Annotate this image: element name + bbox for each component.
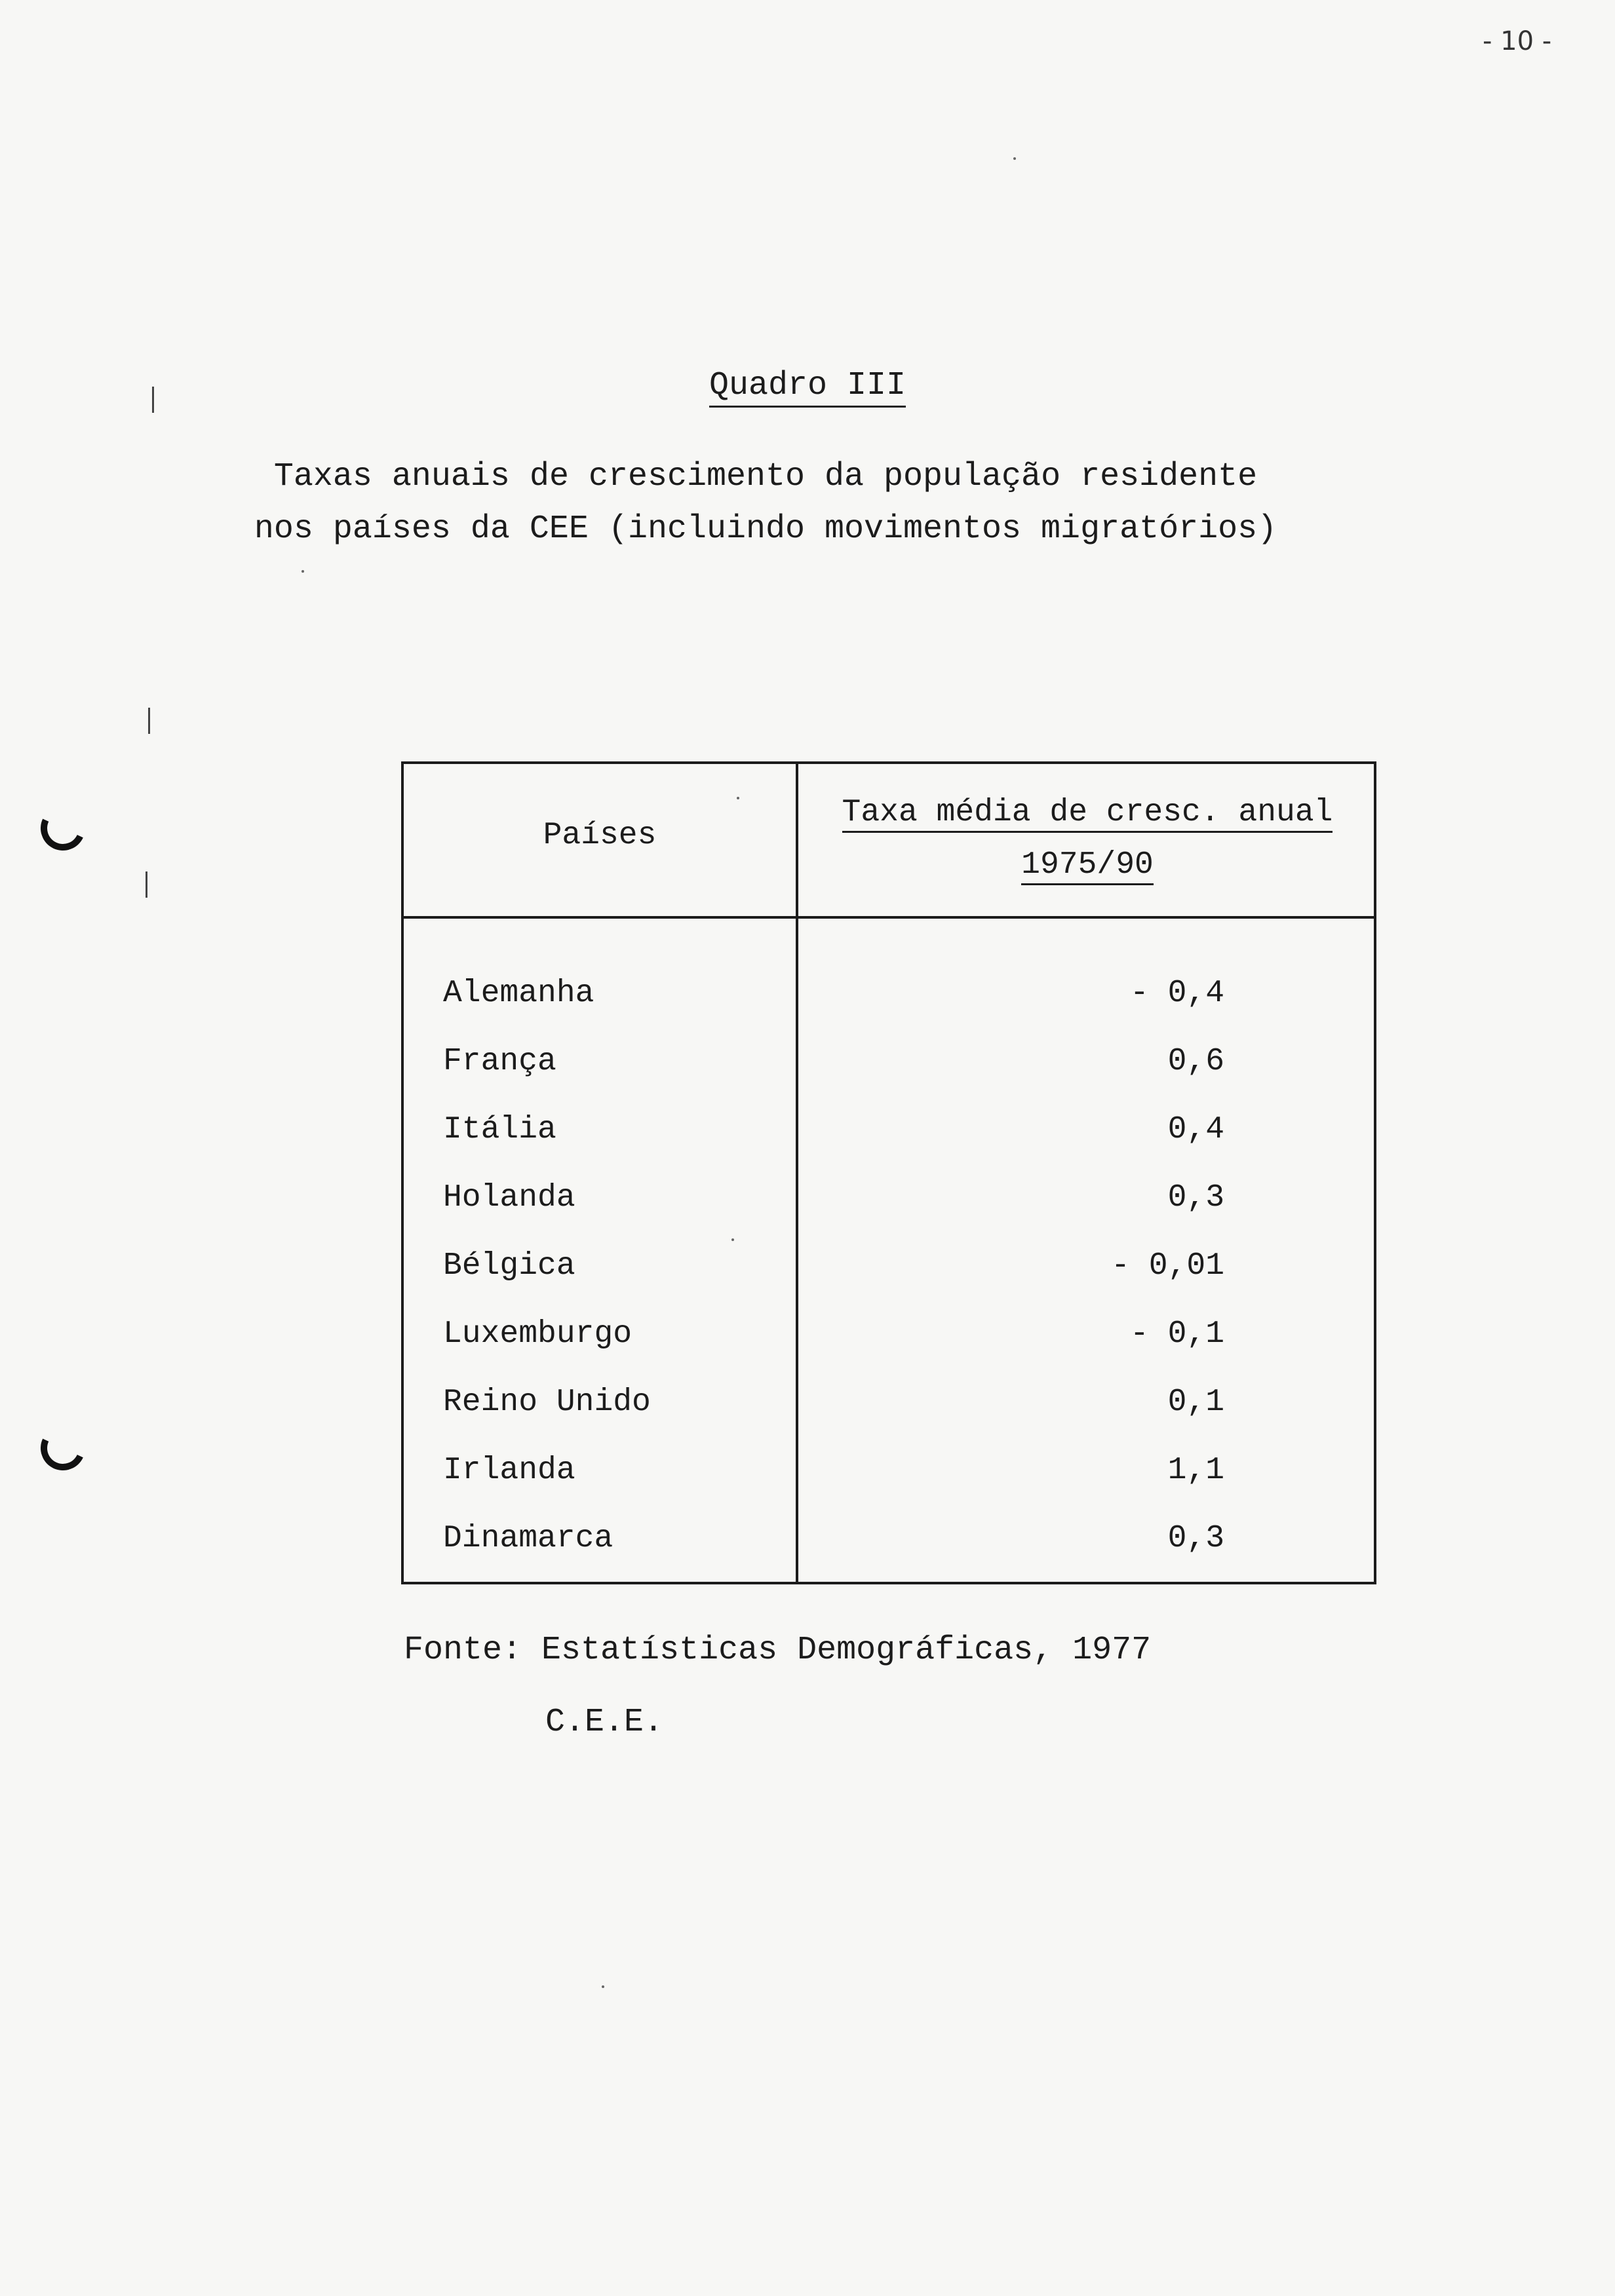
country-cell: Bélgica: [443, 1248, 575, 1284]
page-number: - 10 -: [1483, 26, 1552, 56]
country-cell: Holanda: [443, 1180, 575, 1215]
caption-line: Taxas anuais de crescimento da população residente: [273, 458, 1258, 495]
rate-cell: 0,3: [1167, 1521, 1224, 1556]
speck: [1013, 157, 1016, 160]
country-cell: Reino Unido: [443, 1385, 651, 1420]
rate-cell: - 0,1: [1129, 1316, 1224, 1352]
binder-hole-mark-bottom: [34, 1419, 91, 1476]
title-text: Quadro III: [709, 367, 906, 408]
country-cell: França: [443, 1044, 556, 1079]
table-row: [404, 1519, 1374, 1587]
rate-cell: 0,6: [1167, 1044, 1224, 1079]
header-rate-label: Taxa média de cresc. anual: [842, 795, 1333, 833]
table-row: [404, 1246, 1374, 1314]
rate-cell: - 0,4: [1129, 976, 1224, 1011]
table-body: [404, 974, 1374, 1587]
rate-cell: 1,1: [1167, 1453, 1224, 1488]
rate-cell: 0,1: [1167, 1385, 1224, 1420]
margin-mark: [146, 871, 147, 898]
country-cell: Luxemburgo: [443, 1316, 632, 1352]
data-table: [401, 761, 1376, 1584]
header-rate: [798, 786, 1376, 891]
speck: [602, 1985, 604, 1988]
country-cell: Itália: [443, 1112, 556, 1147]
table-row: [404, 1110, 1374, 1178]
speck: [302, 570, 304, 573]
rate-cell: 0,3: [1167, 1180, 1224, 1215]
country-cell: Irlanda: [443, 1453, 575, 1488]
table-caption: [235, 451, 1296, 556]
table-row: [404, 1178, 1374, 1246]
margin-mark: [148, 708, 150, 734]
header-country: Países: [543, 818, 657, 853]
binder-hole-mark-top: [34, 799, 91, 856]
rate-cell: 0,4: [1167, 1112, 1224, 1147]
header-rate-period: 1975/90: [1021, 847, 1154, 885]
table-row: [404, 1383, 1374, 1451]
table-row: [404, 1451, 1374, 1519]
rate-cell: - 0,01: [1111, 1248, 1224, 1284]
page-title: [0, 367, 1615, 404]
caption-line: nos países da CEE (incluindo movimentos migratórios): [254, 510, 1277, 548]
country-cell: Dinamarca: [443, 1521, 613, 1556]
table-row: [404, 1042, 1374, 1110]
country-cell: Alemanha: [443, 976, 594, 1011]
table-row: [404, 1314, 1374, 1383]
source-note: Fonte: Estatísticas Demográficas, 1977: [404, 1632, 1152, 1669]
table-row: [404, 974, 1374, 1042]
header-divider: [404, 916, 1374, 919]
source-organization: C.E.E.: [545, 1704, 664, 1741]
